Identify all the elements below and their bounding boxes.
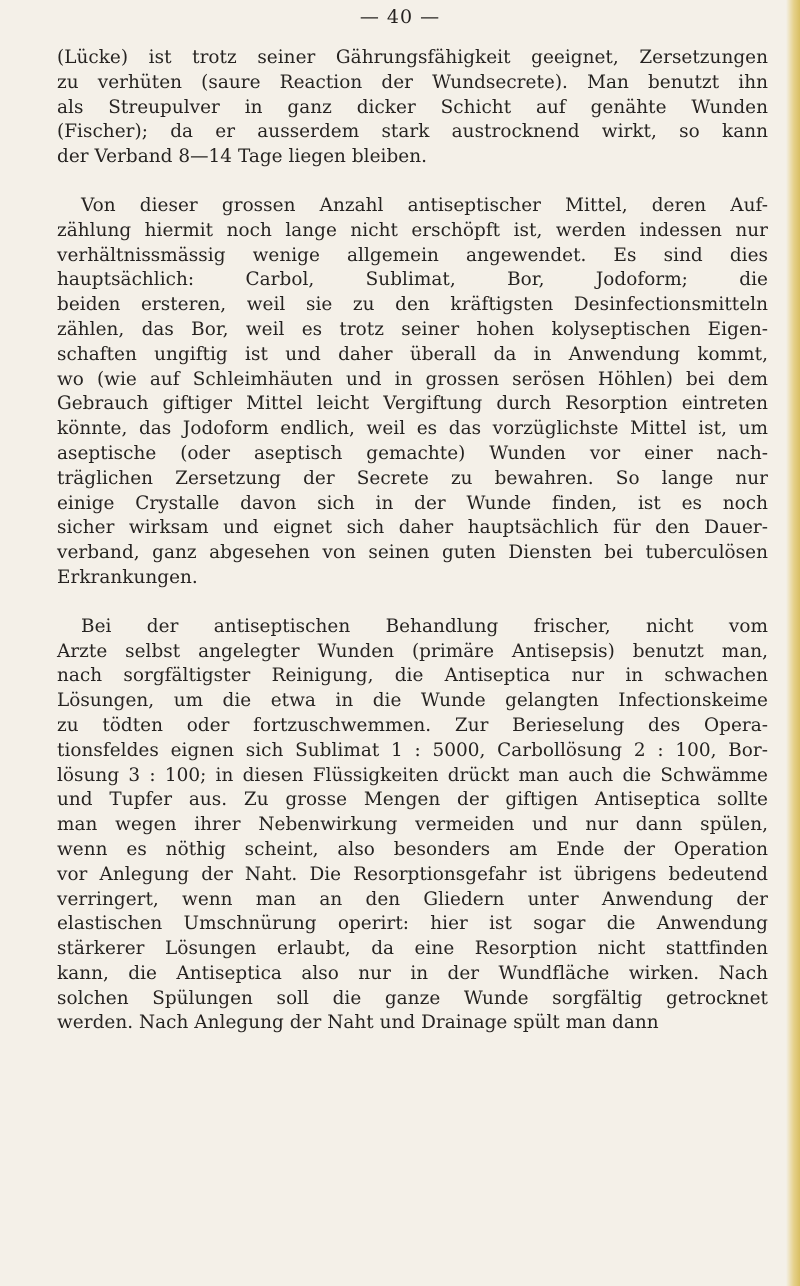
text-line: schaften ungiftig ist und daher überall da in Anwendung kommt, [57,343,768,365]
text-line: sicher wirksam und eignet sich daher hauptsächlich für den Dauer- [57,517,768,539]
text-line: wenn es nöthig scheint, also besonders am Ende der Operation [57,838,768,860]
text-line: zu verhüten (saure Reaction der Wundsecrete). Man benutzt ihn [57,71,768,93]
text-line: zu tödten oder fortzuschwemmen. Zur Berieselung des Opera- [57,714,768,736]
text-line: Erkrankungen. [57,566,198,588]
text-line: Arzte selbst angelegter Wunden (primäre Antisepsis) benutzt man, [57,640,768,662]
page-number: — 40 — [359,6,441,28]
text-line: elastischen Umschnürung operirt: hier ist sogar die Anwendung [57,913,768,935]
text-line: hauptsächlich: Carbol, Sublimat, Bor, Jodoform; die [57,269,768,291]
paragraph-2 [57,194,768,591]
text-line: verhältnissmässig wenige allgemein angewendet. Es sind dies [57,244,768,266]
text-line: werden. Nach Anlegung der Naht und Drainage spült man dann [57,1012,659,1034]
text-line: solchen Spülungen soll die ganze Wunde sorgfältig getrocknet [57,987,768,1009]
text-line: tionsfeldes eignen sich Sublimat 1 : 5000, Carbollösung 2 : 100, Bor- [57,739,768,761]
text-line: verband, ganz abgesehen von seinen guten Diensten bei tuberculösen [57,542,768,564]
text-line: (Fischer); da er ausserdem stark austrocknend wirkt, so kann [57,121,768,143]
text-line: einige Crystalle davon sich in der Wunde finden, ist es noch [57,492,768,514]
text-line: Lösungen, um die etwa in die Wunde gelangten Infectionskeime [57,690,768,712]
text-line: könnte, das Jodoform endlich, weil es das vorzüglichste Mittel ist, um [57,418,768,440]
text-line: man wegen ihrer Nebenwirkung vermeiden und nur dann spülen, [57,814,768,836]
text-line: als Streupulver in ganz dicker Schicht auf genähte Wunden [57,96,768,118]
text-line: und Tupfer aus. Zu grosse Mengen der giftigen Antiseptica sollte [57,789,768,811]
text-line: verringert, wenn man an den Gliedern unter Anwendung der [57,888,768,910]
text-body [57,46,768,1036]
text-line: zählung hiermit noch lange nicht erschöpft ist, werden indessen nur [57,219,768,241]
text-line: (Lücke) ist trotz seiner Gährungsfähigkeit geeignet, Zersetzungen [57,47,768,68]
text-line: Bei der antiseptischen Behandlung frischer, nicht vom [81,615,768,637]
text-line: wo (wie auf Schleimhäuten und in grossen serösen Höhlen) bei dem [57,368,768,390]
text-line: nach sorgfältigster Reinigung, die Antiseptica nur in schwachen [57,665,768,687]
text-line: zählen, das Bor, weil es trotz seiner hohen kolyseptischen Eigen- [57,318,768,340]
text-line: Von dieser grossen Anzahl antiseptischer Mittel, deren Auf- [81,194,768,216]
text-line: vor Anlegung der Naht. Die Resorptionsgefahr ist übrigens bedeutend [57,863,768,885]
paragraph-3 [57,615,768,1037]
page-edge [786,0,800,1286]
text-line: der Verband 8—14 Tage liegen bleiben. [57,146,428,168]
text-line: beiden ersteren, weil sie zu den kräftigsten Desinfectionsmitteln [57,294,768,316]
text-line: stärkerer Lösungen erlaubt, da eine Resorption nicht stattfinden [57,938,768,960]
paragraph-1 [57,46,768,170]
text-line: lösung 3 : 100; in diesen Flüssigkeiten drückt man auch die Schwämme [57,764,768,786]
text-line: kann, die Antiseptica also nur in der Wundfläche wirken. Nach [57,962,768,984]
text-line: aseptische (oder aseptisch gemachte) Wunden vor einer nach- [57,442,768,464]
text-line: träglichen Zersetzung der Secrete zu bewahren. So lange nur [57,467,768,489]
text-line: Gebrauch giftiger Mittel leicht Vergiftung durch Resorption eintreten [57,393,768,415]
